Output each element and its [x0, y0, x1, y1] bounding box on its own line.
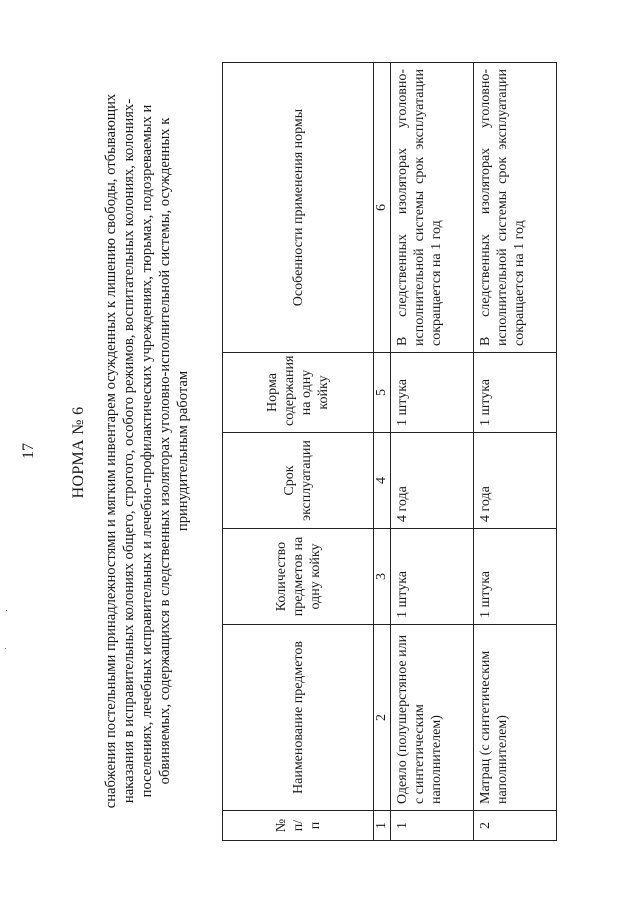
row-item-name: Матрац (с синтетическим наполнителем): [474, 625, 557, 811]
row-features: В следственных изоляторах уголовно-исполнительной системы срок эксплуатации сокращается на 1 год: [391, 63, 474, 353]
column-number: 4: [374, 433, 391, 529]
header-num: № п/п: [223, 811, 374, 841]
column-number: 6: [374, 63, 391, 353]
row-item-name: Одеяло (полушерстяное или с синтетическим наполнителем): [391, 625, 474, 811]
row-quantity: 1 штука: [474, 529, 557, 625]
header-name: Наименование предметов: [223, 625, 374, 811]
row-norm: 1 штука: [391, 353, 474, 433]
page-number: 17: [20, 443, 37, 459]
table-row: [474, 63, 557, 841]
row-norm: 1 штука: [474, 353, 557, 433]
header-norm: Норма содержания на одну койку: [223, 353, 374, 433]
scan-speck: [6, 610, 7, 611]
table-header-row: [223, 63, 374, 841]
column-number: 5: [374, 353, 391, 433]
table-row: [391, 63, 474, 841]
row-features: В следственных изоляторах уголовно-исполнительной системы срок эксплуатации сокращается на 1 год: [474, 63, 557, 353]
column-number: 3: [374, 529, 391, 625]
document-title: НОРМА № 6: [70, 406, 87, 499]
row-term: 4 года: [391, 433, 474, 529]
row-quantity: 1 штука: [391, 529, 474, 625]
header-quantity: Количество предметов на одну койку: [223, 529, 374, 625]
norm-table: [222, 62, 557, 841]
row-term: 4 года: [474, 433, 557, 529]
column-number: 1: [374, 811, 391, 841]
column-number-row: [374, 63, 391, 841]
row-num: 1: [391, 811, 474, 841]
header-term: Срок эксплуатации: [223, 433, 374, 529]
header-features: Особенности применения нормы: [223, 63, 374, 353]
document-intro: снабжения постельными принадлежностями и мягким инвентарем осужденных к лишению свободы, отбывающих наказания в исправительных колониях общего, строгого, особого режимов, воспитательных колониях, колониях-поселениях, лечебных исправительных и лечебно-профилактических учреждениях, тюрьмах, подозреваемых и обвиняемых, содержащихся в следственных изоляторах уголовно-исполнительной системы, осужденных к принудительным работам: [103, 93, 191, 809]
row-num: 2: [474, 811, 557, 841]
column-number: 2: [374, 625, 391, 811]
scan-speck: [5, 648, 6, 649]
